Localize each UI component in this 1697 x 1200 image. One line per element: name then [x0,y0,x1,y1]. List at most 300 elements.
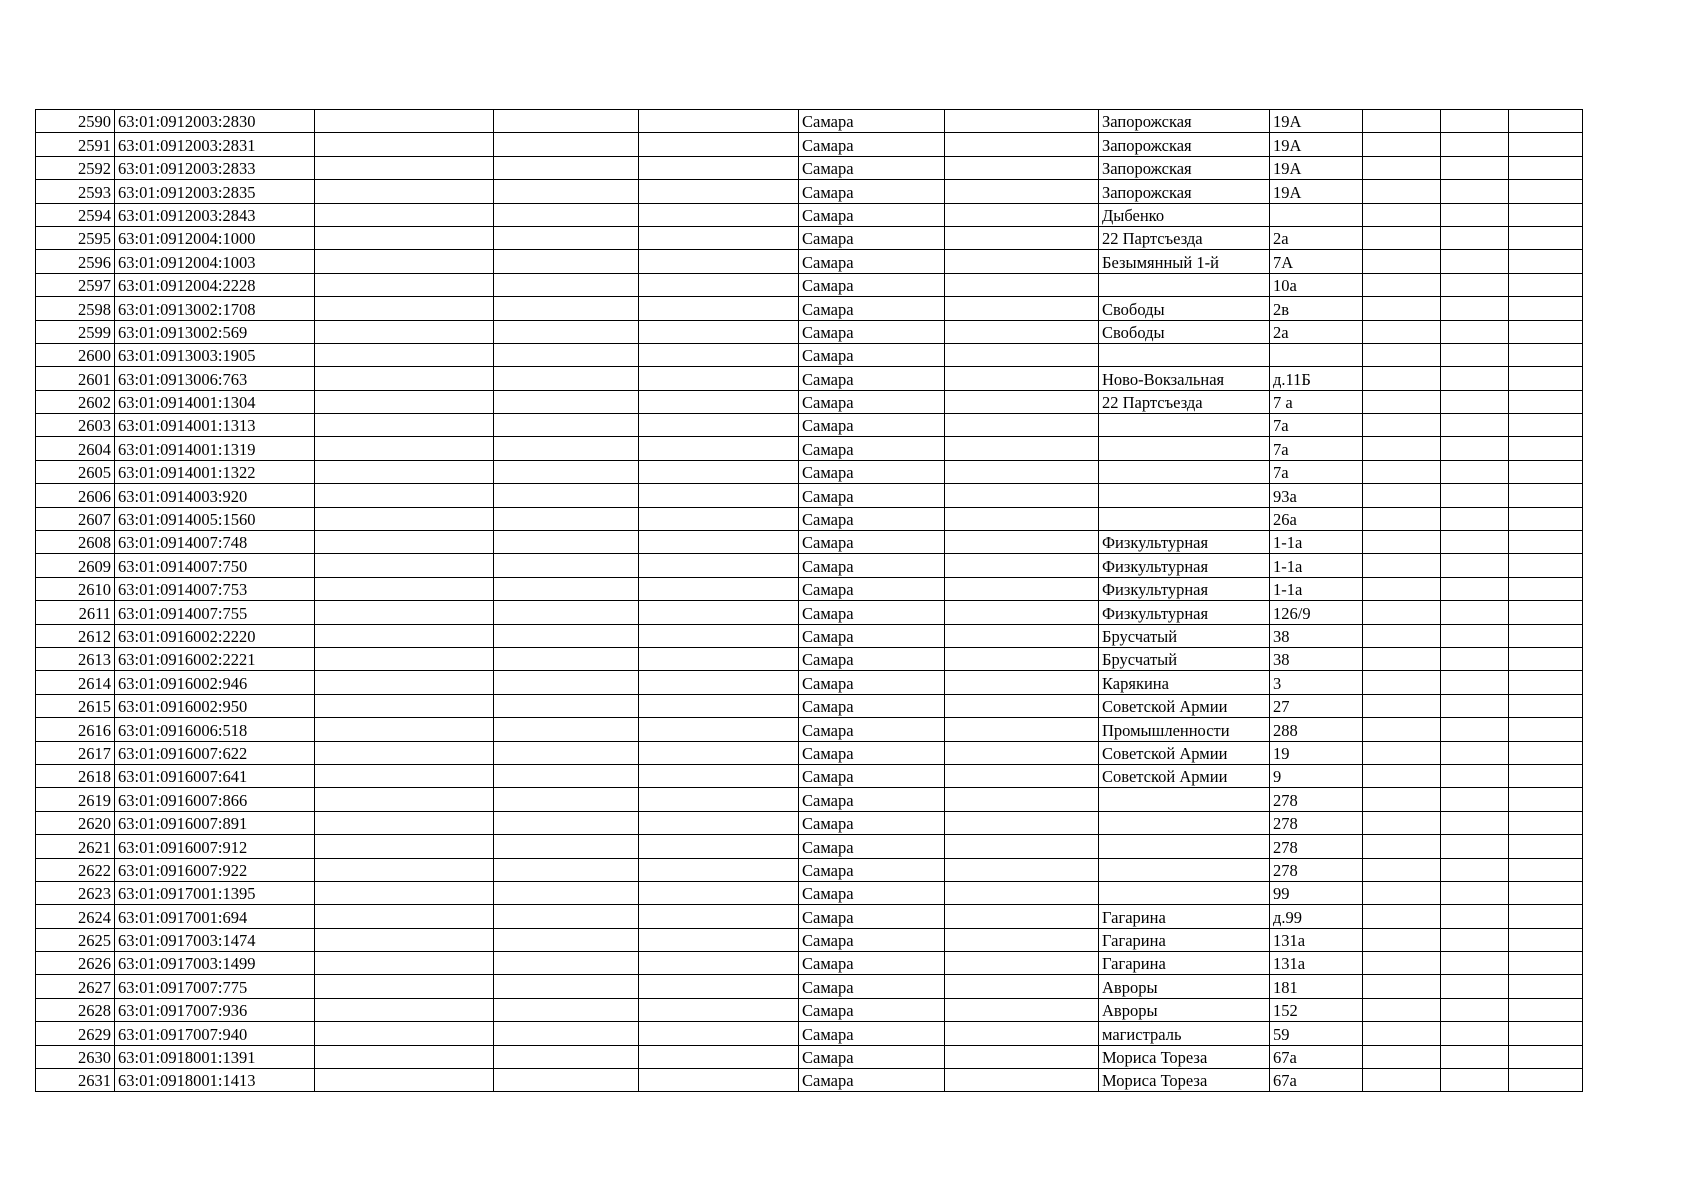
cell-house-number: 131а [1270,952,1363,975]
cell-cadastral-number: 63:01:0917001:694 [115,905,315,928]
cell-cadastral-number: 63:01:0914001:1322 [115,460,315,483]
cell-cadastral-number: 63:01:0916002:2220 [115,624,315,647]
cell-street [1099,811,1270,834]
cell-house-number: д.99 [1270,905,1363,928]
cell-street: Физкультурная [1099,554,1270,577]
cell-col-7 [945,647,1099,670]
cell-col-3 [315,952,494,975]
cell-city: Самара [799,343,945,366]
table-row [36,226,1583,249]
cell-street: Запорожская [1099,133,1270,156]
cell-col-12 [1509,601,1583,624]
cell-city: Самара [799,577,945,600]
cell-cadastral-number: 63:01:0914001:1319 [115,437,315,460]
cell-col-5 [639,437,799,460]
cell-house-number: 67а [1270,1069,1363,1092]
cell-cadastral-number: 63:01:0913006:763 [115,367,315,390]
table-row [36,835,1583,858]
cell-col-3 [315,414,494,437]
cell-col-7 [945,343,1099,366]
cell-col-11 [1441,484,1509,507]
table-row [36,320,1583,343]
cell-col-5 [639,414,799,437]
cell-city: Самара [799,1069,945,1092]
cell-col-7 [945,671,1099,694]
table-row [36,858,1583,881]
cell-row-number: 2618 [36,764,115,787]
cell-row-number: 2593 [36,180,115,203]
cell-col-7 [945,998,1099,1021]
cell-col-4 [494,250,639,273]
cell-col-10 [1363,764,1441,787]
cell-col-3 [315,367,494,390]
cell-col-12 [1509,156,1583,179]
cell-col-3 [315,156,494,179]
cell-col-4 [494,507,639,530]
cell-col-4 [494,881,639,904]
cell-city: Самара [799,297,945,320]
cell-col-4 [494,460,639,483]
cell-col-10 [1363,601,1441,624]
cell-house-number: 152 [1270,998,1363,1021]
cell-city: Самара [799,624,945,647]
cell-row-number: 2615 [36,694,115,717]
table-row [36,156,1583,179]
cell-col-12 [1509,110,1583,133]
cell-col-5 [639,531,799,554]
cell-house-number: 10а [1270,273,1363,296]
cell-house-number: 93а [1270,484,1363,507]
cell-col-11 [1441,718,1509,741]
cell-city: Самара [799,671,945,694]
cell-col-7 [945,507,1099,530]
cell-col-3 [315,507,494,530]
cell-city: Самара [799,531,945,554]
cell-cadastral-number: 63:01:0917001:1395 [115,881,315,904]
cell-col-4 [494,437,639,460]
cell-street [1099,437,1270,460]
cell-col-7 [945,320,1099,343]
cell-col-5 [639,1045,799,1068]
cell-city: Самара [799,156,945,179]
cell-col-3 [315,928,494,951]
cell-col-4 [494,320,639,343]
cell-col-4 [494,273,639,296]
cell-col-3 [315,531,494,554]
cell-col-10 [1363,226,1441,249]
cell-col-12 [1509,203,1583,226]
cell-house-number: 19 [1270,741,1363,764]
cell-col-7 [945,226,1099,249]
cell-col-10 [1363,788,1441,811]
cell-city: Самара [799,764,945,787]
cell-street [1099,858,1270,881]
cell-cadastral-number: 63:01:0917003:1474 [115,928,315,951]
cell-row-number: 2612 [36,624,115,647]
cell-col-12 [1509,507,1583,530]
cell-col-10 [1363,367,1441,390]
cell-row-number: 2624 [36,905,115,928]
table-row [36,998,1583,1021]
cell-cadastral-number: 63:01:0913002:1708 [115,297,315,320]
cell-city: Самара [799,554,945,577]
cell-street: 22 Партсъезда [1099,390,1270,413]
cell-row-number: 2614 [36,671,115,694]
cell-street: Свободы [1099,320,1270,343]
cell-col-3 [315,577,494,600]
cell-col-10 [1363,952,1441,975]
cell-col-7 [945,156,1099,179]
cell-street: Запорожская [1099,180,1270,203]
cell-col-3 [315,1045,494,1068]
cell-col-4 [494,624,639,647]
cell-cadastral-number: 63:01:0916002:950 [115,694,315,717]
cell-city: Самара [799,952,945,975]
cell-col-10 [1363,905,1441,928]
cell-cadastral-number: 63:01:0912003:2831 [115,133,315,156]
cell-street: Запорожская [1099,156,1270,179]
cell-house-number: 59 [1270,1022,1363,1045]
cell-city: Самара [799,110,945,133]
cell-col-5 [639,835,799,858]
cell-col-3 [315,226,494,249]
cell-col-12 [1509,367,1583,390]
cell-col-3 [315,624,494,647]
cell-col-5 [639,952,799,975]
cell-col-11 [1441,320,1509,343]
cell-cadastral-number: 63:01:0914007:748 [115,531,315,554]
cell-col-7 [945,577,1099,600]
cell-col-4 [494,156,639,179]
cell-col-4 [494,764,639,787]
cell-col-4 [494,1022,639,1045]
cell-col-7 [945,203,1099,226]
cell-col-11 [1441,764,1509,787]
cell-row-number: 2617 [36,741,115,764]
table-row [36,741,1583,764]
cell-street [1099,835,1270,858]
cell-city: Самара [799,694,945,717]
cell-row-number: 2629 [36,1022,115,1045]
cell-col-12 [1509,928,1583,951]
cell-col-3 [315,694,494,717]
cell-col-10 [1363,297,1441,320]
cell-col-11 [1441,881,1509,904]
cell-col-10 [1363,554,1441,577]
table-row [36,437,1583,460]
table-row [36,484,1583,507]
cell-col-5 [639,1069,799,1092]
cell-street: Ново-Вокзальная [1099,367,1270,390]
cell-col-5 [639,741,799,764]
cell-street: Советской Армии [1099,741,1270,764]
cell-col-11 [1441,203,1509,226]
cell-col-11 [1441,1022,1509,1045]
cell-col-12 [1509,1069,1583,1092]
table-row [36,694,1583,717]
cell-cadastral-number: 63:01:0916007:641 [115,764,315,787]
cell-row-number: 2605 [36,460,115,483]
cell-row-number: 2607 [36,507,115,530]
cell-col-4 [494,694,639,717]
table-row [36,180,1583,203]
cell-cadastral-number: 63:01:0914007:753 [115,577,315,600]
cell-house-number: 278 [1270,811,1363,834]
table-row [36,671,1583,694]
cell-col-12 [1509,741,1583,764]
cell-col-3 [315,998,494,1021]
cell-house-number: 19А [1270,156,1363,179]
cell-house-number: 27 [1270,694,1363,717]
cell-col-5 [639,858,799,881]
cell-col-5 [639,718,799,741]
cell-col-10 [1363,531,1441,554]
cell-col-10 [1363,156,1441,179]
cell-col-10 [1363,718,1441,741]
cell-city: Самара [799,858,945,881]
cell-col-11 [1441,297,1509,320]
cell-row-number: 2594 [36,203,115,226]
cell-street [1099,414,1270,437]
cell-col-4 [494,998,639,1021]
cell-col-10 [1363,320,1441,343]
cell-col-4 [494,647,639,670]
cell-cadastral-number: 63:01:0916002:946 [115,671,315,694]
cell-house-number: 7а [1270,437,1363,460]
cell-street: Мориса Тореза [1099,1069,1270,1092]
cell-city: Самара [799,975,945,998]
cell-col-10 [1363,507,1441,530]
cell-col-11 [1441,250,1509,273]
cell-house-number: 7А [1270,250,1363,273]
cell-col-7 [945,390,1099,413]
cell-street: магистраль [1099,1022,1270,1045]
table-row [36,624,1583,647]
cell-col-7 [945,554,1099,577]
cell-col-5 [639,905,799,928]
cell-col-11 [1441,998,1509,1021]
cell-city: Самара [799,647,945,670]
cell-col-4 [494,811,639,834]
cell-city: Самара [799,835,945,858]
table-row [36,343,1583,366]
cell-row-number: 2627 [36,975,115,998]
cell-col-10 [1363,414,1441,437]
cell-city: Самара [799,390,945,413]
table-row [36,788,1583,811]
cell-street: Физкультурная [1099,531,1270,554]
cell-house-number: 126/9 [1270,601,1363,624]
cell-col-10 [1363,1069,1441,1092]
cell-col-7 [945,133,1099,156]
cell-col-12 [1509,320,1583,343]
cell-street: 22 Партсъезда [1099,226,1270,249]
cell-col-5 [639,788,799,811]
cell-col-7 [945,531,1099,554]
cell-city: Самара [799,998,945,1021]
cell-col-4 [494,577,639,600]
cell-col-5 [639,647,799,670]
cell-col-5 [639,320,799,343]
cell-col-5 [639,390,799,413]
cell-street: Дыбенко [1099,203,1270,226]
cell-cadastral-number: 63:01:0913003:1905 [115,343,315,366]
cell-col-12 [1509,1022,1583,1045]
cell-col-11 [1441,460,1509,483]
cell-col-7 [945,905,1099,928]
cell-street [1099,788,1270,811]
cell-col-3 [315,764,494,787]
cell-col-11 [1441,928,1509,951]
cell-col-4 [494,718,639,741]
cell-city: Самара [799,133,945,156]
cell-col-11 [1441,226,1509,249]
table-row [36,928,1583,951]
cell-row-number: 2616 [36,718,115,741]
cell-city: Самара [799,203,945,226]
cell-col-11 [1441,554,1509,577]
cell-street [1099,343,1270,366]
cell-col-10 [1363,741,1441,764]
cell-col-7 [945,110,1099,133]
cell-col-12 [1509,788,1583,811]
cell-house-number: 26а [1270,507,1363,530]
cell-col-5 [639,297,799,320]
cell-col-4 [494,414,639,437]
cell-col-5 [639,881,799,904]
cell-col-3 [315,835,494,858]
cell-col-11 [1441,367,1509,390]
cell-row-number: 2623 [36,881,115,904]
cell-col-11 [1441,905,1509,928]
cell-house-number: 2а [1270,226,1363,249]
cell-col-3 [315,460,494,483]
cell-col-7 [945,250,1099,273]
cell-col-5 [639,367,799,390]
cell-city: Самара [799,460,945,483]
cell-col-11 [1441,390,1509,413]
cell-house-number: 19А [1270,110,1363,133]
cell-col-12 [1509,133,1583,156]
cell-col-11 [1441,156,1509,179]
table-row [36,507,1583,530]
cell-col-3 [315,180,494,203]
cell-city: Самара [799,811,945,834]
cell-cadastral-number: 63:01:0914001:1304 [115,390,315,413]
cell-city: Самара [799,928,945,951]
cell-col-4 [494,1069,639,1092]
cell-col-5 [639,601,799,624]
cell-city: Самара [799,1045,945,1068]
cell-col-5 [639,180,799,203]
cell-row-number: 2595 [36,226,115,249]
cell-row-number: 2610 [36,577,115,600]
table-row [36,718,1583,741]
cell-house-number: 181 [1270,975,1363,998]
cell-col-5 [639,671,799,694]
cell-row-number: 2628 [36,998,115,1021]
table-row [36,952,1583,975]
cell-row-number: 2602 [36,390,115,413]
cell-col-7 [945,928,1099,951]
cell-street: Свободы [1099,297,1270,320]
cell-col-5 [639,250,799,273]
cell-row-number: 2604 [36,437,115,460]
cell-col-11 [1441,975,1509,998]
cell-col-12 [1509,484,1583,507]
cell-row-number: 2590 [36,110,115,133]
cell-col-11 [1441,601,1509,624]
table-row [36,367,1583,390]
cell-cadastral-number: 63:01:0918001:1413 [115,1069,315,1092]
cell-col-10 [1363,811,1441,834]
cell-col-3 [315,601,494,624]
cell-house-number [1270,203,1363,226]
cell-col-5 [639,484,799,507]
cell-row-number: 2625 [36,928,115,951]
cell-col-4 [494,975,639,998]
cell-col-10 [1363,998,1441,1021]
cell-city: Самара [799,320,945,343]
cell-col-4 [494,531,639,554]
cell-col-5 [639,1022,799,1045]
cell-cadastral-number: 63:01:0916002:2221 [115,647,315,670]
cell-col-12 [1509,180,1583,203]
cell-col-10 [1363,858,1441,881]
cell-col-3 [315,110,494,133]
cell-row-number: 2591 [36,133,115,156]
cell-cadastral-number: 63:01:0912004:1000 [115,226,315,249]
cell-street: Мориса Тореза [1099,1045,1270,1068]
cell-cadastral-number: 63:01:0916007:922 [115,858,315,881]
cell-col-12 [1509,273,1583,296]
cell-street: Промышленности [1099,718,1270,741]
cell-row-number: 2597 [36,273,115,296]
cell-col-5 [639,226,799,249]
table-row [36,554,1583,577]
cell-col-10 [1363,1045,1441,1068]
cell-col-7 [945,718,1099,741]
cell-city: Самара [799,250,945,273]
cell-col-4 [494,601,639,624]
cell-col-11 [1441,133,1509,156]
cell-col-10 [1363,110,1441,133]
cell-house-number: 9 [1270,764,1363,787]
cell-col-12 [1509,998,1583,1021]
cell-street: Авроры [1099,975,1270,998]
cell-house-number: 7а [1270,460,1363,483]
cell-col-10 [1363,975,1441,998]
cell-col-3 [315,788,494,811]
cell-row-number: 2630 [36,1045,115,1068]
cell-house-number: 278 [1270,788,1363,811]
table-row [36,905,1583,928]
cell-col-10 [1363,577,1441,600]
cell-col-5 [639,811,799,834]
cell-house-number [1270,343,1363,366]
cell-row-number: 2596 [36,250,115,273]
cell-col-11 [1441,577,1509,600]
cell-house-number: 38 [1270,647,1363,670]
cell-col-12 [1509,437,1583,460]
cell-col-7 [945,460,1099,483]
cell-col-11 [1441,507,1509,530]
cell-col-11 [1441,788,1509,811]
cell-city: Самара [799,788,945,811]
cell-city: Самара [799,180,945,203]
cell-street: Гагарина [1099,905,1270,928]
cell-row-number: 2622 [36,858,115,881]
